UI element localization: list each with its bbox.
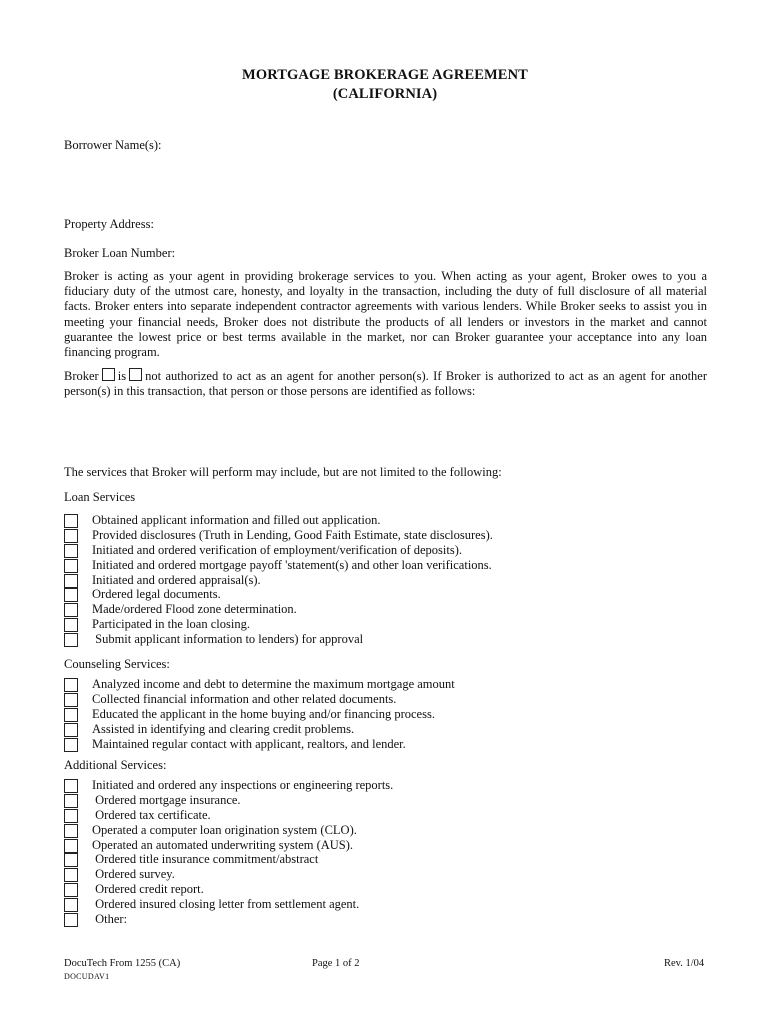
- counseling-service-checkbox[interactable]: [64, 723, 78, 737]
- loan-service-item: [64, 617, 704, 632]
- loan-service-checkbox[interactable]: [64, 633, 78, 647]
- counseling-service-item-label: Collected financial information and other related documents.: [92, 691, 397, 706]
- counseling-service-item-label: Assisted in identifying and clearing credit problems.: [92, 721, 355, 736]
- services-intro: The services that Broker will perform may include, but are not limited to the following:: [64, 465, 502, 479]
- additional-service-checkbox[interactable]: [64, 898, 78, 912]
- counseling-service-checkbox[interactable]: [64, 678, 78, 692]
- loan-service-item: [64, 573, 704, 588]
- loan-service-checkbox[interactable]: [64, 603, 78, 617]
- counseling-services-heading: Counseling Services:: [64, 657, 170, 671]
- agency-disclosure-paragraph: Broker is acting as your agent in providing brokerage services to you. When acting as your agent, Broker owes to you a fiduciary duty of the utmost care, honesty, and loyalty in the transaction, including the duty of full disclosure of all material facts. Broker enters into separate independent contractor agreements with various lenders. While Broker seeks to assist you in meeting your financial needs, Broker does not distribute the products of all lenders or investors in the market and cannot guarantee the lowest price or best terms available in the market, nor can Broker guarantee your acceptance into any loan financing program.: [64, 269, 707, 360]
- loan-service-item-label: Initiated and ordered mortgage payoff 'statement(s) and other loan verifications.: [92, 557, 492, 572]
- loan-service-checkbox[interactable]: [64, 588, 78, 602]
- borrower-name-label: Borrower Name(s):: [64, 138, 162, 152]
- additional-service-item-label: Other:: [92, 912, 128, 927]
- counseling-service-item-label: Educated the applicant in the home buying and/or financing process.: [92, 706, 435, 721]
- broker-word: Broker: [64, 369, 99, 383]
- additional-service-item: [64, 867, 704, 882]
- authorization-paragraph: [64, 368, 707, 399]
- additional-service-checkbox[interactable]: [64, 824, 78, 838]
- is-word: is: [117, 369, 127, 383]
- loan-service-checkbox[interactable]: [64, 618, 78, 632]
- counseling-service-item-label: Analyzed income and debt to determine the maximum mortgage amount: [92, 677, 455, 691]
- counseling-services-list: [64, 677, 704, 751]
- loan-service-item-label: Initiated and ordered appraisal(s).: [92, 572, 261, 587]
- counseling-service-item-label: Maintained regular contact with applicant, realtors, and lender.: [92, 736, 406, 751]
- counseling-service-item: [64, 677, 704, 692]
- additional-service-checkbox[interactable]: [64, 794, 78, 808]
- loan-service-item-label: Obtained applicant information and filled out application.: [92, 513, 381, 527]
- counseling-service-item: [64, 737, 704, 752]
- counseling-service-checkbox[interactable]: [64, 738, 78, 752]
- additional-service-item-label: Ordered credit report.: [92, 882, 204, 897]
- additional-service-item: [64, 838, 704, 853]
- additional-service-item-label: Ordered mortgage insurance.: [92, 792, 241, 807]
- loan-services-list: [64, 513, 704, 647]
- additional-service-checkbox[interactable]: [64, 779, 78, 793]
- additional-service-checkbox[interactable]: [64, 913, 78, 927]
- property-address-label: Property Address:: [64, 217, 154, 231]
- loan-service-item: [64, 587, 704, 602]
- counseling-service-item: [64, 722, 704, 737]
- additional-service-item-label: Ordered insured closing letter from settlement agent.: [92, 897, 360, 912]
- additional-service-item-label: Ordered tax certificate.: [92, 807, 211, 822]
- loan-service-item-label: Made/ordered Flood zone determination.: [92, 602, 297, 617]
- footer-form-number: DocuTech From 1255 (CA): [64, 958, 181, 969]
- additional-service-item: [64, 882, 704, 897]
- footer-page-number: Page 1 of 2: [312, 958, 360, 969]
- footer-revision: Rev. 1/04: [664, 958, 705, 969]
- additional-services-heading: Additional Services:: [64, 758, 167, 772]
- loan-service-checkbox[interactable]: [64, 514, 78, 528]
- counseling-service-checkbox[interactable]: [64, 708, 78, 722]
- document-subtitle: (CALIFORNIA): [332, 86, 438, 102]
- loan-service-item-label: Ordered legal documents.: [92, 587, 221, 602]
- loan-service-item: [64, 513, 704, 528]
- additional-service-item-label: Operated a computer loan origination system (CLO).: [92, 822, 357, 837]
- additional-service-item-label: Initiated and ordered any inspections or engineering reports.: [92, 778, 394, 792]
- authorization-text: not authorized to act as an agent for another person(s). If Broker is authorized to act as an agent for another person(s) in this transaction, that person or those persons are identified as follows:: [64, 369, 707, 399]
- additional-service-item: [64, 852, 704, 867]
- additional-service-item-label: Ordered survey.: [92, 867, 175, 882]
- additional-service-checkbox[interactable]: [64, 868, 78, 882]
- additional-service-checkbox[interactable]: [64, 883, 78, 897]
- loan-service-item: [64, 602, 704, 617]
- additional-service-item: [64, 793, 704, 808]
- not-authorized-checkbox[interactable]: [129, 368, 142, 381]
- loan-service-item: [64, 632, 704, 647]
- additional-service-item: [64, 912, 704, 927]
- additional-service-item: [64, 897, 704, 912]
- additional-service-item: [64, 778, 704, 793]
- loan-service-item-label: Provided disclosures (Truth in Lending, Good Faith Estimate, state disclosures).: [92, 527, 493, 542]
- loan-service-item: [64, 558, 704, 573]
- loan-services-heading: Loan Services: [64, 490, 136, 504]
- is-authorized-checkbox[interactable]: [102, 368, 115, 381]
- footer-form-code: DOCUDAV1: [64, 972, 110, 981]
- broker-loan-number-label: Broker Loan Number:: [64, 246, 176, 260]
- loan-service-item-label: Participated in the loan closing.: [92, 617, 250, 632]
- additional-service-checkbox[interactable]: [64, 853, 78, 867]
- loan-service-item-label: Initiated and ordered verification of employment/verification of deposits).: [92, 542, 463, 557]
- additional-services-list: [64, 778, 704, 927]
- additional-service-item: [64, 823, 704, 838]
- document-title: MORTGAGE BROKERAGE AGREEMENT: [242, 67, 528, 83]
- loan-service-checkbox[interactable]: [64, 559, 78, 573]
- additional-service-checkbox[interactable]: [64, 809, 78, 823]
- additional-service-checkbox[interactable]: [64, 839, 78, 853]
- loan-service-item: [64, 528, 704, 543]
- loan-service-checkbox[interactable]: [64, 544, 78, 558]
- counseling-service-item: [64, 692, 704, 707]
- additional-service-item-label: Operated an automated underwriting system (AUS).: [92, 837, 354, 852]
- loan-service-item-label: Submit applicant information to lenders) for approval: [92, 632, 364, 647]
- loan-service-checkbox[interactable]: [64, 574, 78, 588]
- additional-service-item: [64, 808, 704, 823]
- loan-service-item: [64, 543, 704, 558]
- loan-service-checkbox[interactable]: [64, 529, 78, 543]
- counseling-service-checkbox[interactable]: [64, 693, 78, 707]
- counseling-service-item: [64, 707, 704, 722]
- additional-service-item-label: Ordered title insurance commitment/abstract: [92, 852, 319, 867]
